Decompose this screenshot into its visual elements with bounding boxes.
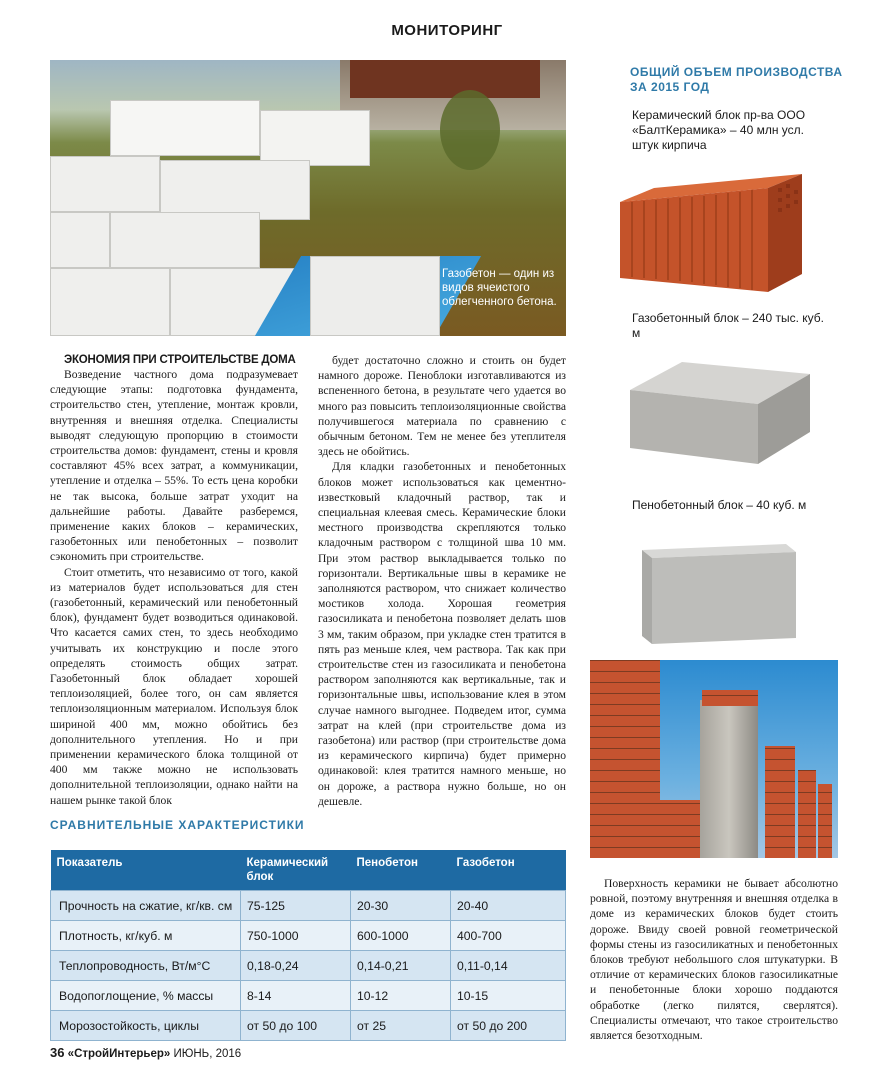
table-cell: 0,11-0,14: [451, 951, 566, 981]
foam-block-label: Пенобетонный блок – 40 куб. м: [632, 498, 807, 512]
foam-concrete-block-image: [636, 540, 800, 646]
table-cell: от 50 до 200: [451, 1011, 566, 1041]
table-cell: 400-700: [451, 921, 566, 951]
table-header-row: [51, 850, 566, 891]
table-cell: 20-30: [351, 891, 451, 921]
table-cell: 10-15: [451, 981, 566, 1011]
article-column-2: [318, 353, 566, 809]
sidebar-text: [590, 876, 838, 1043]
ceramic-block-image: [618, 166, 804, 294]
table-cell: от 50 до 100: [241, 1011, 351, 1041]
table-cell: 750-1000: [241, 921, 351, 951]
construction-site-photo: [590, 660, 838, 858]
table-header: Пенобетон: [351, 850, 451, 891]
paragraph: будет достаточно сложно и стоить он будет намного дороже. Пеноблоки изготавливаются из вспененного бетона, в результате чего удается во много раз повысить теплоизоляционные свойства получившегося материала по сравнению с обычным бетоном. Тем не менее без утеплителя здесь не обойтись.: [318, 354, 566, 459]
table-cell: 0,18-0,24: [241, 951, 351, 981]
table-title: СРАВНИТЕЛЬНЫЕ ХАРАКТЕРИСТИКИ: [50, 818, 305, 832]
table-cell: от 25: [351, 1011, 451, 1041]
table-cell: Теплопроводность, Вт/м°C: [51, 951, 241, 981]
table-row: [51, 921, 566, 951]
table-row: [51, 981, 566, 1011]
table-cell: Плотность, кг/куб. м: [51, 921, 241, 951]
paragraph: Для кладки газобетонных и пенобетонных блоков может использоваться как цементно-известковый кладочный раствор, так и специальная клеевая смесь. Керамические блоки местного производства скрепляются только кладочным раствором с толщиной шва 10 мм. При этом раствор выкладывается только по горизонтали. Вертикальные швы в керамике не заполняются раствором, что снижает количество мостиков холода. Хорошая геометрия газосиликата и пенобетона позволяет делать шов 3 мм, таким образом, при укладке стен тратится в пять раз меньше клея, чем раствора. Так как при строительстве стен из газосиликата и пенобетона раствором заполняются как вертикальные, так и горизонтальные швы, использование клея в этом случае намного выгоднее. Подведем итог, сумма затрат на клей (при строительстве дома из газобетона) или раствор (при строительстве дома из керамического кирпича) будет примерно одинаковой: клея тратится намного меньше, но он дороже, а раствора нужно больше, но он дешевле.: [318, 460, 566, 808]
article-heading: ЭКОНОМИЯ ПРИ СТРОИТЕЛЬСТВЕ ДОМА: [64, 354, 296, 366]
table-cell: 8-14: [241, 981, 351, 1011]
paragraph: Стоит отметить, что независимо от того, какой из материалов будет использоваться для стен (газобетонный, керамический или пенобетонный блок), фундамент будет возводиться одинаковой. Что касается самих стен, то здесь необходимо учитывать их конструкцию и после этого определять стоимость общих затрат. Газобетонный блок обладает хорошей теплоизоляцией, более того, он сам является теплоизоляционным материалом. Используя блок шириной 400 мм, можно обойтись без дополнительного утепления. Но и при применении керамического блока толщиной от 400 мм также можно не использовать дополнительной теплоизоляции, однако найти на нашем рынке такой блок: [50, 565, 298, 807]
table-cell: 0,14-0,21: [351, 951, 451, 981]
table-cell: 10-12: [351, 981, 451, 1011]
hero-photo: [50, 60, 566, 336]
issue-date: ИЮНЬ, 2016: [173, 1048, 242, 1060]
table-cell: Водопоглощение, % массы: [51, 981, 241, 1011]
page-number: 36: [50, 1045, 65, 1060]
comparison-table: [50, 850, 566, 1041]
table-cell: Морозостойкость, циклы: [51, 1011, 241, 1041]
table-row: [51, 891, 566, 921]
table-cell: 75-125: [241, 891, 351, 921]
sidebar-title: ОБЩИЙ ОБЪЕМ ПРОИЗВОДСТВА ЗА 2015 ГОД: [630, 65, 843, 94]
table-header: Показатель: [51, 850, 241, 891]
magazine-name: «СтройИнтерьер»: [67, 1048, 171, 1060]
ceramic-block-label: Керамический блок пр-ва ООО «БалтКерамика» – 40 млн усл. штук кирпича: [632, 108, 806, 152]
table-cell: 600-1000: [351, 921, 451, 951]
hero-caption: Газобетон — один из видов ячеистого облегченного бетона.: [442, 268, 557, 308]
section-title: МОНИТОРИНГ: [391, 22, 503, 39]
table-row: [51, 951, 566, 981]
table-row: [51, 1011, 566, 1041]
article-column-1: [50, 353, 298, 808]
gas-block-label: Газобетонный блок – 240 тыс. куб. м: [632, 311, 824, 340]
paragraph: Поверхность керамики не бывает абсолютно ровной, поэтому внутренняя и внешняя отделка в доме из керамических блоков будет стоить дороже. Ввиду своей ровной геометрической формы стены из газосиликатных и пенобетонных блоков требуют небольшого слоя штукатурки. В отличие от керамических блоков газосиликатные и пенобетонные блоки хорошо поддаются обработке (легко пилятся, сверлятся). Специалисты отмечают, что такое строительство является безотходным.: [590, 877, 838, 1043]
table-header: Керамический блок: [241, 850, 351, 891]
page-footer: [50, 1045, 241, 1060]
table-cell: 20-40: [451, 891, 566, 921]
gas-concrete-block-image: [626, 354, 812, 466]
paragraph: Возведение частного дома подразумевает следующие этапы: подготовка фундамента, строительство стен, утепление, монтаж кровли, внутренняя и внешняя отделка. Специалисты выводят следующую пропорцию в стоимости строительства домов: фундамент, стены и кровля составляют 45% всех затрат, а коммуникации, утепление и отделка – 55%. То есть цена коробки не так высока, больше затрат уходит на дальнейшие работы. Давайте разберемся, применение каких блоков – керамических, газобетонных или пенобетонных – позволит сэкономить при строительстве.: [50, 368, 298, 564]
table-cell: Прочность на сжатие, кг/кв. см: [51, 891, 241, 921]
table-header: Газобетон: [451, 850, 566, 891]
